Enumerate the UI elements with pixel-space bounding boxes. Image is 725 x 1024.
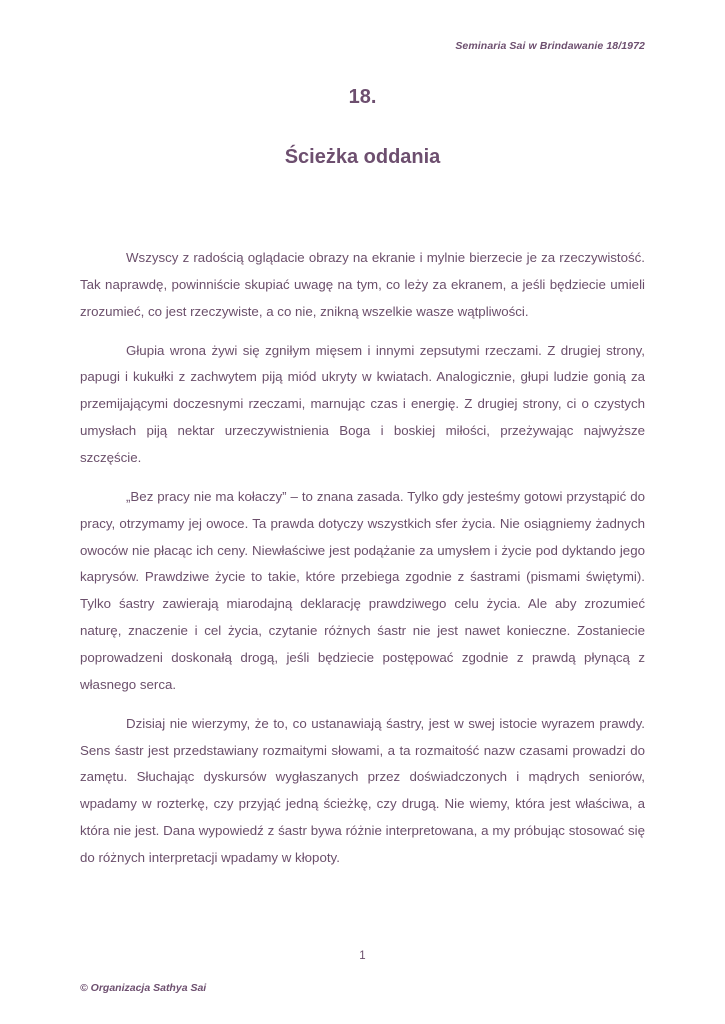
running-header: Seminaria Sai w Brindawanie 18/1972: [455, 40, 645, 52]
body-text: [80, 245, 645, 884]
paragraph: Wszyscy z radością oglądacie obrazy na ekranie i mylnie bierzecie je za rzeczywistość. Tak naprawdę, powinniście skupiać uwagę na tym, co leży za ekranem, a jeśli będziecie umieli zrozumieć, co jest rzeczywiste, a co nie, znikną wszelkie wasze wątpliwości.: [80, 250, 645, 319]
paragraph: Głupia wrona żywi się zgniłym mięsem i innymi zepsutymi rzeczami. Z drugiej strony, papugi i kukułki z zachwytem piją miód ukryty w kwiatach. Analogicznie, głupi ludzie gonią za przemijającymi doczesnymi rzeczami, marnując czas i energię. Z drugiej strony, ci o czystych umysłach piją nektar urzeczywistnienia Boga i boskiej miłości, przeżywając najwyższe szczęście.: [80, 342, 645, 466]
page-number: 1: [359, 950, 366, 962]
chapter-title: Ścieżka oddania: [284, 146, 441, 168]
paragraph: „Bez pracy nie ma kołaczy” – to znana zasada. Tylko gdy jesteśmy gotowi przystąpić do pracy, otrzymamy jej owoce. Ta prawda dotyczy wszystkich sfer życia. Nie osiągniemy żadnych owoców nie płacąc ich ceny. Niewłaściwe jest podążanie za umysłem i życie pod dyktando jego kaprysów. Prawdziwe życie to takie, które przebiega zgodnie z śastrami (pismami świętymi). Tylko śastry zawierają miarodajną deklarację prawdziwego celu życia. Ale aby zrozumieć naturę, znaczenie i cel życia, czytanie różnych śastr nie jest nawet konieczne. Zostaniecie poprowadzeni doskonałą drogą, jeśli będziecie postępować zgodnie z prawdą płynącą z własnego serca.: [80, 488, 645, 692]
chapter-number: 18.: [348, 86, 377, 108]
paragraph: Dzisiaj nie wierzymy, że to, co ustanawiają śastry, jest w swej istocie wyrazem prawdy. Sens śastr jest przedstawiany rozmaitymi słowami, a ta rozmaitość nazw czasami prowadzi do zamętu. Słuchając dyskursów wygłaszanych przez doświadczonych i mądrych seniorów, wpadamy w rozterkę, czy przyjąć jedną ścieżkę, czy drugą. Nie wiemy, która jest właściwa, a która nie jest. Dana wypowiedź z śastr bywa różnie interpretowana, a my próbując stosować się do różnych interpretacji wpadamy w kłopoty.: [80, 715, 645, 866]
footer-copyright: © Organizacja Sathya Sai: [80, 982, 207, 994]
